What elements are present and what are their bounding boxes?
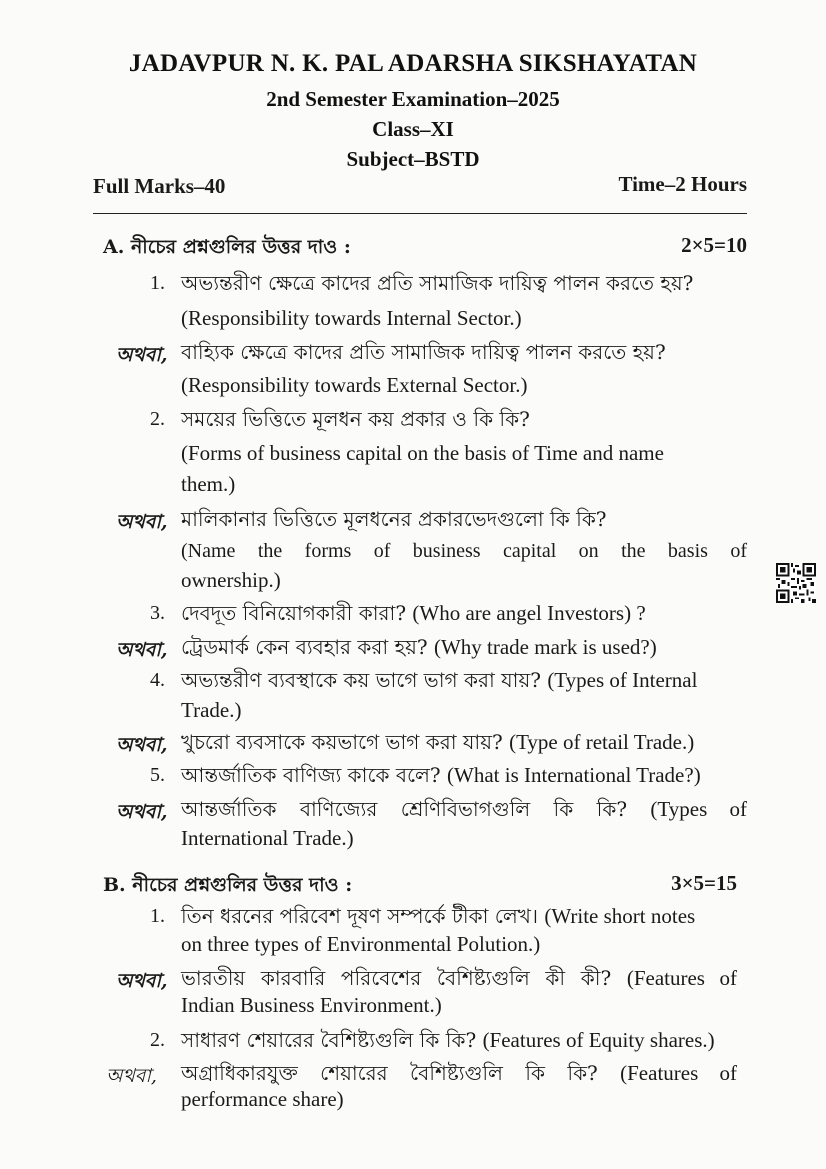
question-bn: আন্তর্জাতিক বাণিজ্যের শ্রেণিবিভাগগুলি কি কি? (Types of bbox=[181, 797, 748, 821]
or-label: অথবা, bbox=[116, 970, 168, 992]
question-en: them.) bbox=[181, 472, 236, 496]
question-number: 2. bbox=[150, 408, 165, 430]
question-en: (Responsibility towards Internal Sector.) bbox=[181, 306, 522, 330]
full-marks: Full Marks–40 bbox=[93, 174, 226, 198]
question-bn: দেবদূত বিনিয়োগকারী কারা? (Who are angel Investors) ? bbox=[181, 601, 646, 625]
or-label: অথবা, bbox=[116, 511, 168, 533]
class-label: Class–XI bbox=[372, 117, 454, 141]
question-en: (Responsibility towards External Sector.) bbox=[181, 373, 528, 397]
question-en: (Name the forms of business capital on the basis of bbox=[181, 540, 747, 562]
qr-code bbox=[776, 563, 816, 603]
question-bn: অগ্রাধিকারযুক্ত শেয়ারের বৈশিষ্ট্যগুলি কি কি? (Features of bbox=[181, 1061, 737, 1085]
section-b-heading-row bbox=[103, 871, 747, 901]
question-bn: মালিকানার ভিত্তিতে মূলধনের প্রকারভেদগুলো কি কি? bbox=[181, 507, 607, 531]
exam-time: Time–2 Hours bbox=[618, 172, 747, 196]
question-bn: ট্রেডমার্ক কেন ব্যবহার করা হয়? (Why trade mark is used?) bbox=[181, 635, 657, 659]
question-en: Indian Business Environment.) bbox=[181, 993, 442, 1017]
question-number: 1. bbox=[150, 905, 165, 927]
question-bn: ভারতীয় কারবারি পরিবেশের বৈশিষ্ট্যগুলি কী কী? (Features of bbox=[181, 966, 737, 990]
question-number: 3. bbox=[150, 602, 165, 624]
subject-label: Subject–BSTD bbox=[346, 147, 480, 171]
question-bn: বাহ্যিক ক্ষেত্রে কাদের প্রতি সামাজিক দায়িত্ব পালন করতে হয়? bbox=[181, 340, 666, 364]
question-bn: আন্তর্জাতিক বাণিজ্য কাকে বলে? (What is International Trade?) bbox=[181, 763, 701, 787]
question-bn: খুচরো ব্যবসাকে কয়ভাগে ভাগ করা যায়? (Type of retail Trade.) bbox=[181, 730, 695, 754]
question-en: (Forms of business capital on the basis of Time and name bbox=[181, 441, 664, 465]
section-a-heading-row bbox=[103, 233, 747, 263]
section-a-marks: 2×5=10 bbox=[681, 233, 747, 257]
exam-title: 2nd Semester Examination–2025 bbox=[266, 87, 560, 111]
or-label: অথবা, bbox=[106, 1065, 157, 1087]
or-label: অথবা, bbox=[116, 801, 168, 823]
or-label: অথবা, bbox=[116, 639, 168, 661]
question-en: Trade.) bbox=[181, 698, 242, 722]
question-en: International Trade.) bbox=[181, 826, 354, 850]
question-en: ownership.) bbox=[181, 568, 281, 592]
question-bn: অভ্যন্তরীণ ব্যবস্থাকে কয় ভাগে ভাগ করা যায়? (Types of Internal bbox=[181, 668, 698, 692]
question-bn: সাধারণ শেয়ারের বৈশিষ্ট্যগুলি কি কি? (Features of Equity shares.) bbox=[181, 1028, 715, 1052]
header-divider bbox=[93, 213, 747, 214]
marks-time-row bbox=[93, 174, 747, 202]
section-b-marks: 3×5=15 bbox=[671, 871, 737, 895]
question-number: 5. bbox=[150, 764, 165, 786]
question-en: performance share) bbox=[181, 1087, 344, 1111]
question-bn: সময়ের ভিত্তিতে মূলধন কয় প্রকার ও কি কি? bbox=[181, 407, 530, 431]
question-number: 1. bbox=[150, 272, 165, 294]
question-number: 2. bbox=[150, 1029, 165, 1051]
question-bn: তিন ধরনের পরিবেশ দূষণ সম্পর্কে টীকা লেখ। (Write short notes bbox=[181, 904, 696, 928]
or-label: অথবা, bbox=[116, 344, 168, 366]
school-name: JADAVPUR N. K. PAL ADARSHA SIKSHAYATAN bbox=[128, 50, 698, 77]
section-a-heading: A. নীচের প্রশ্নগুলির উত্তর দাও : bbox=[103, 236, 351, 258]
section-b-heading: B. নীচের প্রশ্নগুলির উত্তর দাও : bbox=[103, 874, 353, 896]
question-number: 4. bbox=[150, 669, 165, 691]
or-label: অথবা, bbox=[116, 734, 168, 756]
question-en: on three types of Environmental Polution.) bbox=[181, 932, 541, 956]
question-bn: অভ্যন্তরীণ ক্ষেত্রে কাদের প্রতি সামাজিক দায়িত্ব পালন করতে হয়? bbox=[181, 271, 694, 295]
